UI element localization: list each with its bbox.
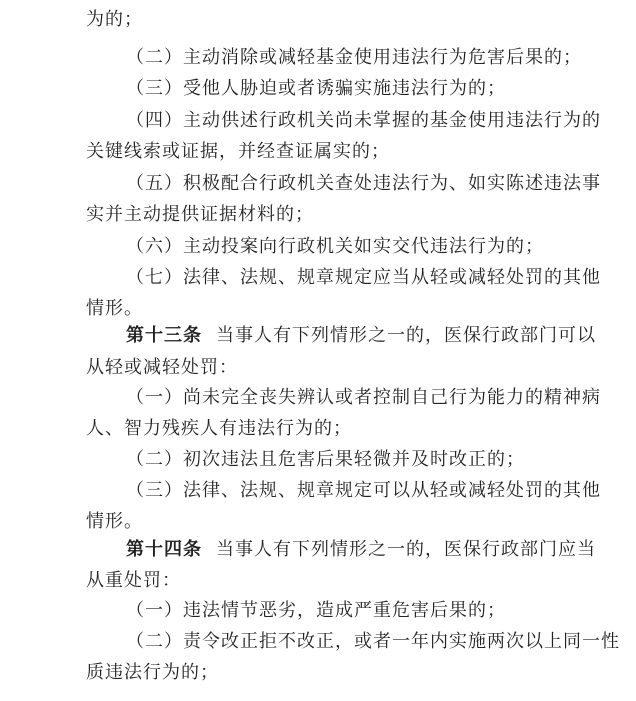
text-line: （六）主动投案向行政机关如实交代违法行为的； <box>126 236 544 257</box>
text-line: （四）主动供述行政机关尚未掌握的基金使用违法行为的 <box>126 110 601 131</box>
text-line: 关键线索或证据，并经查证属实的； <box>86 141 390 162</box>
text-line: （五）积极配合行政机关查处违法行为、如实陈述违法事 <box>126 173 601 194</box>
text-line: （三）法律、法规、规章规定可以从轻或减轻处罚的其他 <box>126 480 601 501</box>
article-text: 当事人有下列情形之一的，医保行政部门应当 <box>216 539 596 560</box>
text-line: 实并主动提供证据材料的； <box>86 204 314 225</box>
text-line: 人、智力残疾人有违法行为的； <box>86 418 352 439</box>
text-line: （一）违法情节恶劣，造成严重危害后果的； <box>126 600 506 621</box>
article-text: 当事人有下列情形之一的，医保行政部门可以 <box>216 325 596 346</box>
text-line: （三）受他人胁迫或者诱骗实施违法行为的； <box>126 78 506 99</box>
text-line: （二）责令改正拒不改正，或者一年内实施两次以上同一性 <box>126 631 620 652</box>
article-heading-line <box>126 324 596 348</box>
article-number: 第十三条 <box>126 325 202 346</box>
text-line: （二）主动消除或减轻基金使用违法行为危害后果的； <box>126 47 582 68</box>
article-heading-line <box>126 538 596 562</box>
text-line: （二）初次违法且危害后果轻微并及时改正的； <box>126 449 525 470</box>
text-line: 从重处罚： <box>86 570 181 591</box>
text-line: 情形。 <box>86 511 143 532</box>
text-line: （七）法律、法规、规章规定应当从轻或减轻处罚的其他 <box>126 267 601 288</box>
text-line: 从轻或减轻处罚： <box>86 357 238 378</box>
article-number: 第十四条 <box>126 539 202 560</box>
text-line: 为的； <box>86 9 143 30</box>
text-line: 质违法行为的； <box>86 662 219 683</box>
text-line: 情形。 <box>86 298 143 319</box>
text-line: （一）尚未完全丧失辨认或者控制自己行为能力的精神病 <box>126 387 601 408</box>
